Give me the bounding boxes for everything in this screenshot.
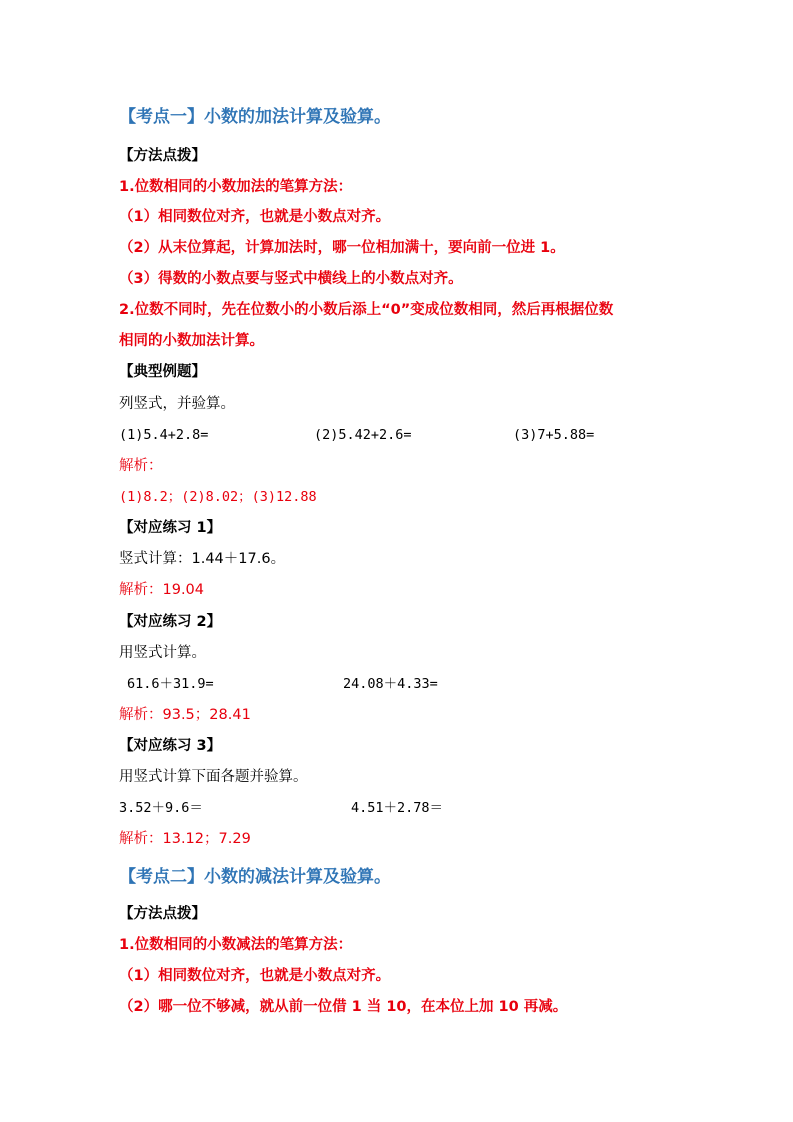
answer-label: 解析： — [119, 458, 163, 474]
section-heading-addition: 【考点一】小数的加法计算及验算。 — [119, 107, 391, 127]
method-line: （2）从末位算起，计算加法时，哪一位相加满十，要向前一位进 1。 — [119, 240, 565, 256]
practice-item: 61.6＋31.9= — [127, 676, 214, 692]
practice2-title: 【对应练习 2】 — [119, 614, 222, 630]
example-items — [0, 425, 793, 445]
example-prompt: 列竖式，并验算。 — [119, 396, 235, 412]
method-line: （1）相同数位对齐，也就是小数点对齐。 — [119, 209, 391, 225]
practice1-prompt: 竖式计算：1.44＋17.6。 — [119, 551, 286, 567]
example-item: (3)7+5.88= — [513, 427, 595, 443]
example-item: (2)5.42+2.6= — [314, 427, 412, 443]
practice1-title: 【对应练习 1】 — [119, 520, 222, 536]
practice3-prompt: 用竖式计算下面各题并验算。 — [119, 769, 308, 785]
practice3-title: 【对应练习 3】 — [119, 738, 222, 754]
method-line: 2.位数不同时，先在位数小的小数后添上“0”变成位数相同，然后再根据位数 — [119, 302, 614, 318]
practice2-prompt: 用竖式计算。 — [119, 645, 206, 661]
practice2-answer: 解析：93.5；28.41 — [119, 707, 251, 723]
method-line: （1）相同数位对齐，也就是小数点对齐。 — [119, 968, 391, 984]
method-line: （2）哪一位不够减，就从前一位借 1 当 10，在本位上加 10 再减。 — [119, 999, 568, 1015]
practice-item: 24.08＋4.33= — [343, 676, 438, 692]
method-line: 相同的小数加法计算。 — [119, 333, 264, 349]
method-title: 【方法点拨】 — [119, 906, 206, 922]
example-answer: (1)8.2；(2)8.02；(3)12.88 — [119, 489, 317, 505]
practice1-answer: 解析：19.04 — [119, 582, 205, 598]
practice3-items — [0, 798, 793, 818]
method-line: 1.位数相同的小数减法的笔算方法： — [119, 937, 353, 953]
practice3-answer: 解析：13.12；7.29 — [119, 831, 251, 847]
example-title: 【典型例题】 — [119, 364, 206, 380]
practice-item: 3.52＋9.6＝ — [119, 800, 203, 816]
method-line: （3）得数的小数点要与竖式中横线上的小数点对齐。 — [119, 271, 463, 287]
example-item: (1)5.4+2.8= — [119, 427, 209, 443]
method-title: 【方法点拨】 — [119, 148, 206, 164]
section-heading-subtraction: 【考点二】小数的减法计算及验算。 — [119, 867, 391, 887]
practice-item: 4.51＋2.78＝ — [351, 800, 444, 816]
practice2-items — [0, 674, 793, 694]
method-line: 1.位数相同的小数加法的笔算方法： — [119, 179, 353, 195]
